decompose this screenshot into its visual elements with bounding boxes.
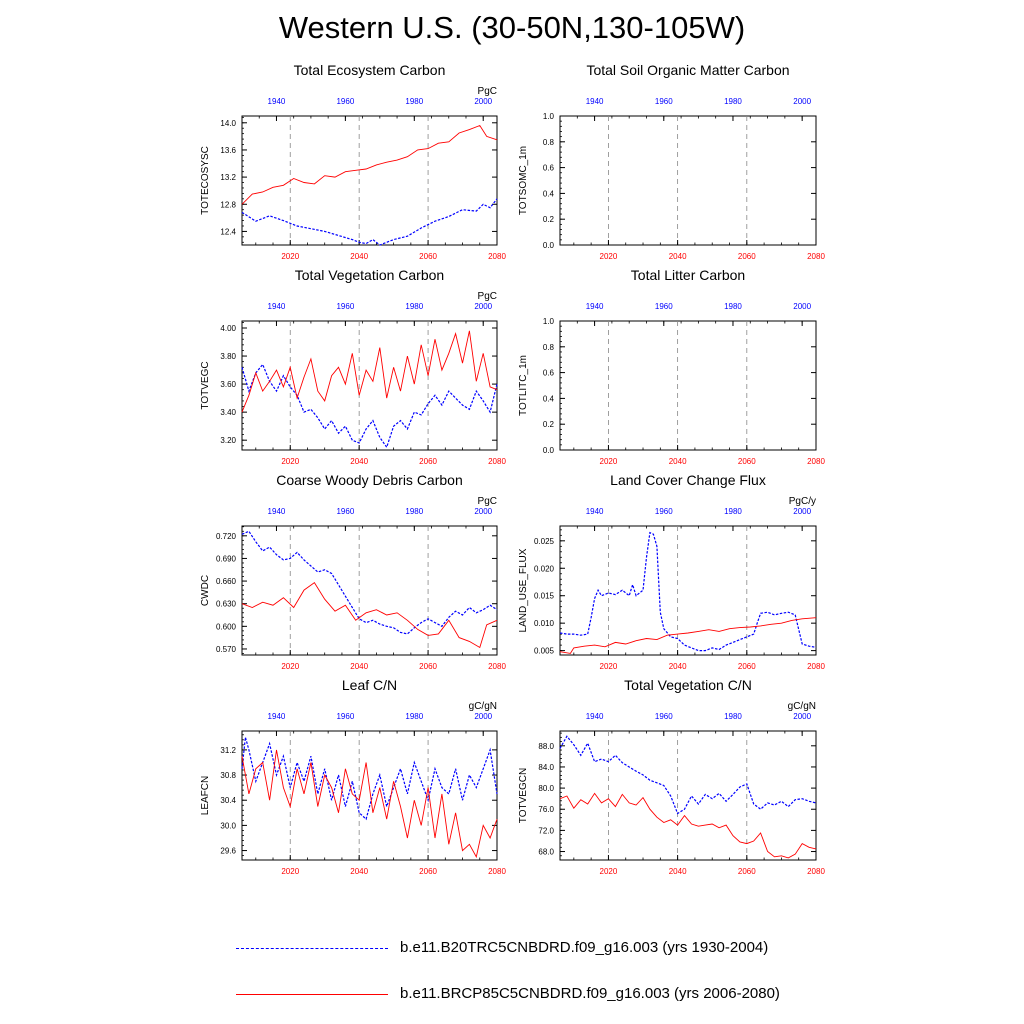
y-tick-label: 0.2 — [542, 420, 554, 430]
x-tick-label-bottom: 2020 — [281, 662, 300, 671]
y-tick-label: 0.015 — [533, 591, 554, 601]
plot-frame — [242, 321, 497, 450]
panel-title: Total Litter Carbon — [630, 267, 746, 283]
plot-frame — [242, 526, 497, 655]
series-line-control — [242, 737, 497, 819]
y-tick-label: 3.80 — [220, 352, 236, 362]
x-tick-label-top: 1940 — [267, 302, 286, 311]
y-axis-label: TOTLITC_1m — [518, 355, 529, 416]
panel-title: Coarse Woody Debris Carbon — [276, 472, 463, 488]
y-tick-label: 80.0 — [538, 784, 554, 794]
x-tick-label-bottom: 2060 — [419, 867, 437, 876]
series-line-future — [560, 793, 816, 858]
units-label: gC/gN — [787, 701, 816, 712]
series-line-control — [242, 531, 497, 634]
x-tick-label-bottom: 2040 — [668, 662, 687, 671]
y-tick-label: 76.0 — [538, 805, 554, 815]
panel-litter — [518, 267, 825, 466]
y-tick-label: 0.025 — [533, 536, 554, 546]
series-line-control — [242, 199, 497, 245]
panel-title: Land Cover Change Flux — [610, 472, 766, 488]
x-tick-label-top: 1980 — [405, 507, 424, 516]
series-line-control — [242, 365, 497, 448]
x-tick-label-top: 2000 — [793, 507, 812, 516]
y-tick-label: 72.0 — [538, 826, 554, 836]
x-tick-label-top: 1980 — [724, 97, 742, 106]
y-axis-label: TOTVEGC — [200, 361, 211, 410]
x-tick-label-bottom: 2040 — [668, 457, 687, 466]
x-tick-label-top: 1940 — [267, 507, 286, 516]
panel-title: Total Ecosystem Carbon — [293, 62, 446, 78]
y-tick-label: 68.0 — [538, 847, 554, 857]
y-tick-label: 1.0 — [542, 317, 554, 326]
x-tick-label-top: 2000 — [793, 302, 812, 311]
y-tick-label: 0.6 — [542, 163, 554, 173]
series-line-future — [242, 583, 497, 648]
x-tick-label-bottom: 2040 — [350, 662, 369, 671]
y-tick-label: 14.0 — [220, 118, 236, 128]
y-tick-label: 30.4 — [220, 796, 236, 806]
y-tick-label: 12.4 — [220, 227, 236, 237]
legend-label-control: b.e11.B20TRC5CNBDRD.f09_g16.003 (yrs 1930-2004) — [400, 939, 769, 956]
y-tick-label: 0.020 — [533, 564, 554, 574]
panel-soil — [518, 62, 825, 261]
y-tick-label: 88.0 — [538, 741, 554, 751]
y-axis-label: TOTSOMC_1m — [518, 145, 529, 216]
panel-title: Total Soil Organic Matter Carbon — [586, 62, 790, 78]
x-tick-label-bottom: 2020 — [599, 252, 618, 261]
x-tick-label-top: 2000 — [474, 302, 493, 311]
panel-cwd — [200, 472, 506, 671]
x-tick-label-bottom: 2060 — [419, 457, 437, 466]
y-tick-label: 0.4 — [542, 394, 554, 404]
panel-leafcn — [200, 677, 506, 876]
y-tick-label: 31.2 — [220, 745, 236, 755]
x-tick-label-top: 2000 — [793, 97, 812, 106]
panel-tec — [200, 62, 506, 261]
panel-vegcn — [518, 677, 825, 876]
y-axis-label: TOTVEGCN — [518, 767, 529, 824]
x-tick-label-bottom: 2080 — [807, 867, 825, 876]
series-line-control — [560, 736, 816, 813]
y-tick-label: 13.6 — [220, 145, 236, 155]
legend-line-solid-red — [236, 994, 388, 995]
y-axis-label: TOTECOSYSC — [200, 146, 211, 215]
plot-frame — [242, 116, 497, 245]
y-tick-label: 0.690 — [215, 554, 236, 564]
plot-frame — [242, 731, 497, 860]
legend-line-dashed-blue — [236, 948, 388, 949]
series-line-future — [242, 331, 497, 412]
y-tick-label: 0.8 — [542, 342, 554, 352]
x-tick-label-top: 1960 — [654, 712, 673, 721]
x-tick-label-top: 1960 — [336, 507, 355, 516]
y-tick-label: 3.40 — [220, 408, 236, 418]
y-axis-label: LEAFCN — [200, 775, 211, 816]
x-tick-label-bottom: 2080 — [488, 867, 506, 876]
y-tick-label: 0.630 — [215, 599, 236, 609]
y-tick-label: 29.6 — [220, 846, 236, 856]
x-tick-label-top: 1960 — [336, 302, 355, 311]
plot-frame — [560, 321, 816, 450]
x-tick-label-top: 1960 — [654, 507, 673, 516]
x-tick-label-bottom: 2020 — [281, 867, 300, 876]
x-tick-label-bottom: 2040 — [668, 252, 687, 261]
panel-title: Total Vegetation Carbon — [294, 267, 445, 283]
x-tick-label-bottom: 2080 — [488, 662, 506, 671]
x-tick-label-top: 2000 — [474, 507, 493, 516]
units-label: PgC — [477, 496, 497, 507]
panel-title: Leaf C/N — [341, 677, 398, 693]
x-tick-label-bottom: 2060 — [419, 252, 437, 261]
x-tick-label-bottom: 2060 — [737, 662, 756, 671]
series-line-future — [242, 750, 497, 857]
panel-luf — [518, 472, 825, 671]
plot-frame — [560, 116, 816, 245]
x-tick-label-top: 1940 — [585, 507, 604, 516]
y-axis-label: LAND_USE_FLUX — [518, 548, 529, 633]
y-tick-label: 0.0 — [542, 446, 554, 455]
x-tick-label-top: 1980 — [724, 302, 742, 311]
y-tick-label: 0.2 — [542, 215, 554, 225]
units-label: PgC — [477, 86, 497, 97]
y-tick-label: 0.010 — [533, 619, 554, 629]
y-tick-label: 0.6 — [542, 368, 554, 378]
units-label: PgC/y — [788, 496, 816, 507]
x-tick-label-top: 1940 — [585, 302, 604, 311]
x-tick-label-top: 1980 — [405, 97, 424, 106]
x-tick-label-bottom: 2080 — [807, 252, 825, 261]
x-tick-label-top: 1960 — [654, 302, 673, 311]
y-tick-label: 30.8 — [220, 771, 236, 781]
x-tick-label-top: 2000 — [474, 712, 493, 721]
x-tick-label-top: 1960 — [336, 97, 355, 106]
y-tick-label: 0.720 — [215, 531, 236, 541]
x-tick-label-bottom: 2040 — [350, 867, 369, 876]
y-tick-label: 0.660 — [215, 577, 236, 587]
x-tick-label-bottom: 2080 — [807, 662, 825, 671]
x-tick-label-bottom: 2080 — [488, 457, 506, 466]
x-tick-label-bottom: 2020 — [599, 662, 618, 671]
x-tick-label-bottom: 2020 — [281, 252, 300, 261]
x-tick-label-top: 1980 — [724, 507, 742, 516]
x-tick-label-bottom: 2080 — [807, 457, 825, 466]
series-line-future — [560, 618, 816, 654]
units-label: gC/gN — [468, 701, 497, 712]
y-tick-label: 12.8 — [220, 200, 236, 210]
y-tick-label: 1.0 — [542, 112, 554, 121]
x-tick-label-top: 2000 — [793, 712, 812, 721]
x-tick-label-top: 1960 — [336, 712, 355, 721]
x-tick-label-top: 1940 — [585, 712, 604, 721]
x-tick-label-bottom: 2020 — [281, 457, 300, 466]
y-tick-label: 30.0 — [220, 821, 236, 831]
y-tick-label: 0.0 — [542, 241, 554, 250]
x-tick-label-top: 1980 — [724, 712, 742, 721]
y-tick-label: 3.20 — [220, 436, 236, 446]
y-tick-label: 0.600 — [215, 622, 236, 632]
units-label: PgC — [477, 291, 497, 302]
x-tick-label-top: 1960 — [654, 97, 673, 106]
y-axis-label: CWDC — [200, 574, 211, 607]
x-tick-label-bottom: 2060 — [737, 252, 756, 261]
x-tick-label-bottom: 2040 — [668, 867, 687, 876]
y-tick-label: 3.60 — [220, 380, 236, 390]
y-tick-label: 0.8 — [542, 137, 554, 147]
y-tick-label: 4.00 — [220, 324, 236, 334]
x-tick-label-bottom: 2080 — [488, 252, 506, 261]
panel-title: Total Vegetation C/N — [624, 677, 752, 693]
x-tick-label-top: 1940 — [585, 97, 604, 106]
x-tick-label-bottom: 2040 — [350, 252, 369, 261]
page-title: Western U.S. (30-50N,130-105W) — [278, 10, 746, 45]
x-tick-label-top: 1980 — [405, 302, 424, 311]
x-tick-label-bottom: 2060 — [419, 662, 437, 671]
x-tick-label-bottom: 2020 — [599, 457, 618, 466]
x-tick-label-top: 1940 — [267, 712, 286, 721]
x-tick-label-top: 1980 — [405, 712, 424, 721]
x-tick-label-bottom: 2020 — [599, 867, 618, 876]
y-tick-label: 0.005 — [533, 646, 554, 656]
y-tick-label: 0.570 — [215, 644, 236, 654]
y-tick-label: 13.2 — [220, 173, 236, 183]
y-tick-label: 0.4 — [542, 189, 554, 199]
x-tick-label-top: 2000 — [474, 97, 493, 106]
x-tick-label-bottom: 2060 — [737, 457, 756, 466]
plot-frame — [560, 731, 816, 860]
x-tick-label-bottom: 2040 — [350, 457, 369, 466]
x-tick-label-top: 1940 — [267, 97, 286, 106]
x-tick-label-bottom: 2060 — [737, 867, 756, 876]
series-line-future — [242, 126, 497, 205]
legend-label-future: b.e11.BRCP85C5CNBDRD.f09_g16.003 (yrs 2006-2080) — [400, 985, 780, 1002]
y-tick-label: 84.0 — [538, 762, 554, 772]
panel-veg — [200, 267, 506, 466]
